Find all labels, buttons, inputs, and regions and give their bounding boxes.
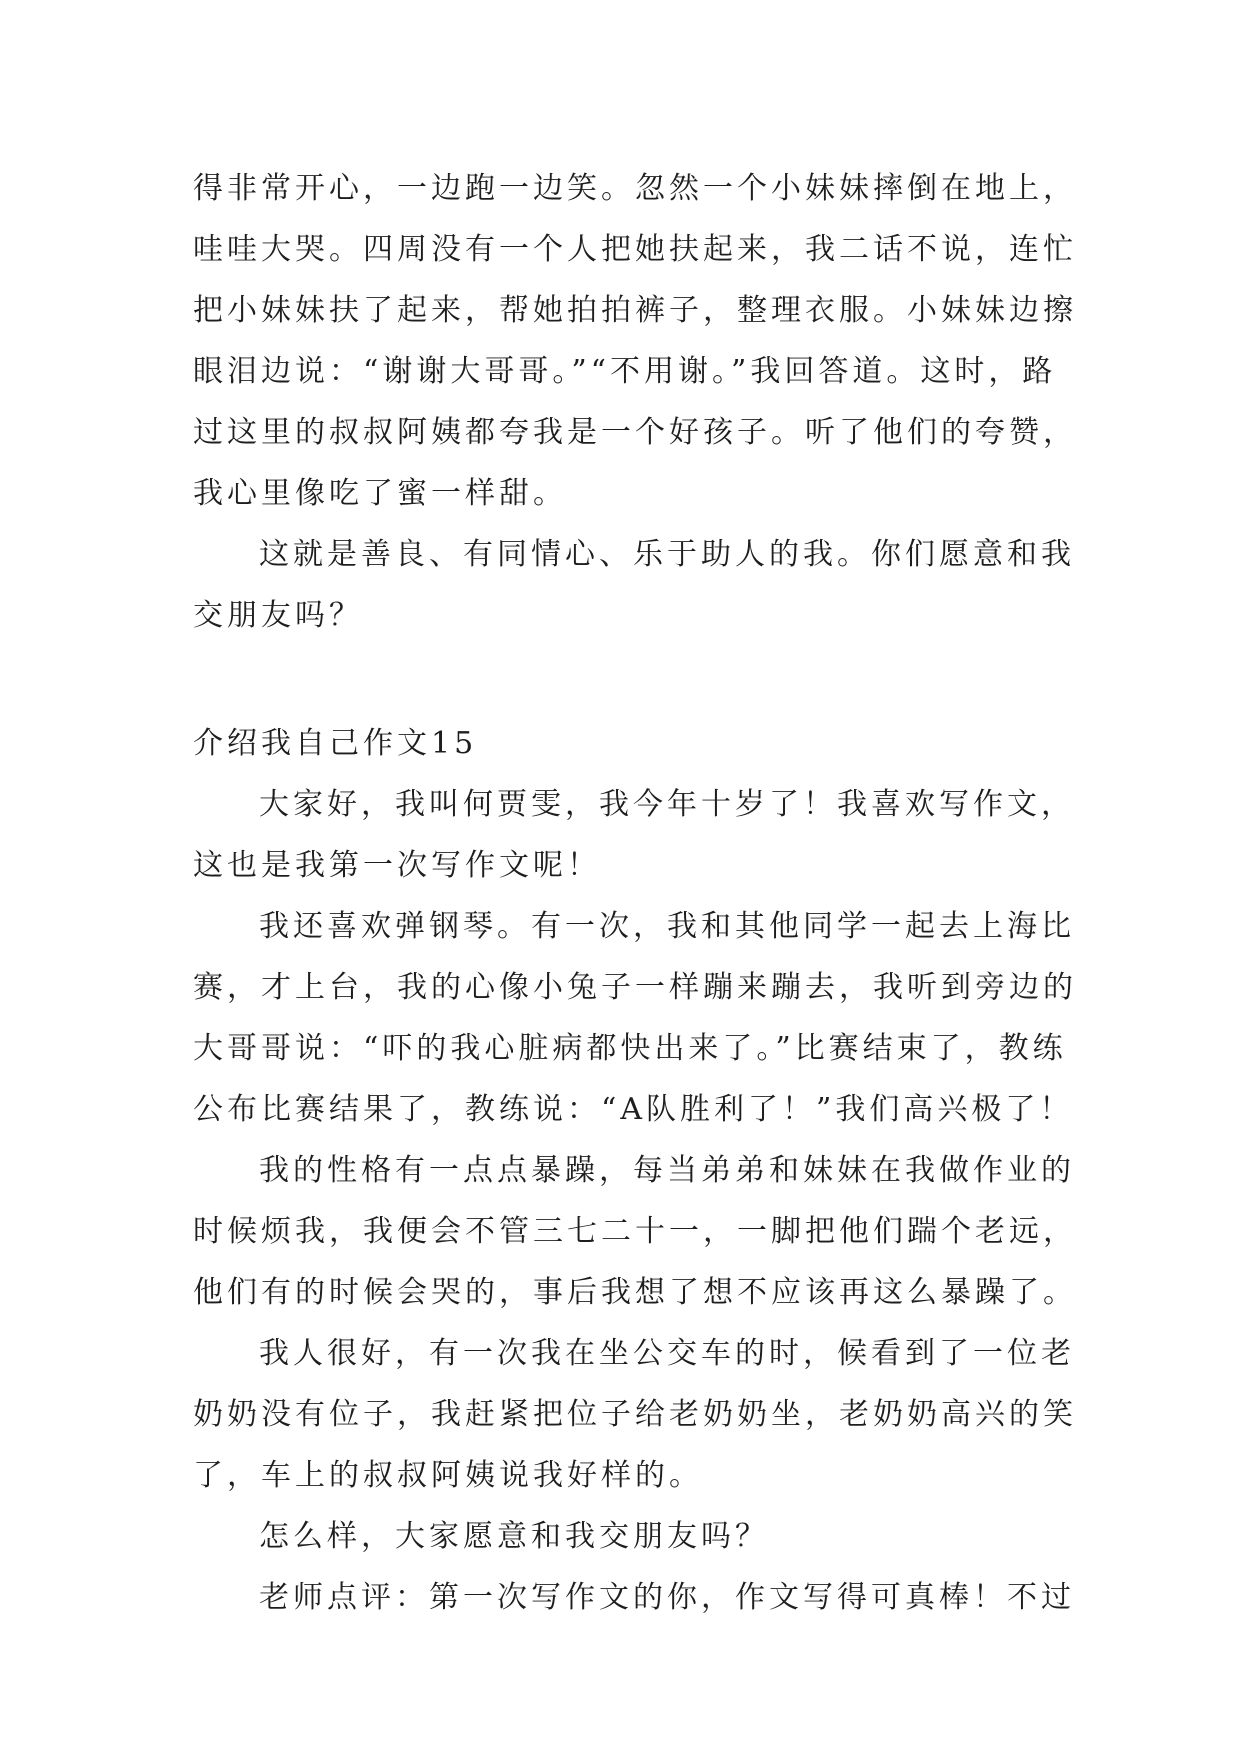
text-line: 我心里像吃了蜜一样甜。 [193,476,567,511]
paragraph-teacher-comment [193,1567,1075,1628]
section-gap [193,646,1063,713]
paragraph-closing [193,524,1075,646]
document-page [193,158,1077,1628]
paragraph [193,1140,1077,1323]
paragraph [193,1323,1077,1506]
text-line: 哇哇大哭。四周没有一个人把她扶起来，我二话不说，连忙 [193,232,1077,267]
text-line: 交朋友吗？ [193,598,363,633]
text-line: 大哥哥说：“吓的我心脏病都快出来了。”比赛结束了，教练 [193,1031,1067,1066]
text-line: 他们有的时候会哭的，事后我想了想不应该再这么暴躁了。 [193,1275,1077,1310]
text-line: 了，车上的叔叔阿姨说我好样的。 [193,1458,703,1493]
section-title: 介绍我自己作文15 [193,726,478,761]
text-line: 眼泪边说：“谢谢大哥哥。”“不用谢。”我回答道。这时，路 [193,354,1057,389]
text-line: 这就是善良、有同情心、乐于助人的我。你们愿意和我 [259,537,1075,572]
text-line: 大家好，我叫何贾雯，我今年十岁了！我喜欢写作文， [259,787,1075,822]
text-line: 公布比赛结果了，教练说：“A队胜利了！”我们高兴极了！ [193,1092,1074,1127]
text-line: 我的性格有一点点暴躁，每当弟弟和妹妹在我做作业的 [259,1153,1075,1188]
text-line: 得非常开心，一边跑一边笑。忽然一个小妹妹摔倒在地上， [193,171,1077,206]
paragraph [193,1506,1063,1567]
text-line: 我人很好，有一次我在坐公交车的时，候看到了一位老 [259,1336,1075,1371]
text-line: 赛，才上台，我的心像小兔子一样蹦来蹦去，我听到旁边的 [193,970,1077,1005]
paragraph [193,896,1077,1140]
paragraph-continued [193,158,1077,524]
text-line: 把小妹妹扶了起来，帮她拍拍裤子，整理衣服。小妹妹边擦 [193,293,1077,328]
text-line: 我还喜欢弹钢琴。有一次，我和其他同学一起去上海比 [259,909,1075,944]
paragraph [193,774,1075,896]
text-line: 怎么样，大家愿意和我交朋友吗？ [259,1519,769,1554]
text-line: 时候烦我，我便会不管三七二十一，一脚把他们踹个老远， [193,1214,1077,1249]
text-line: 过这里的叔叔阿姨都夸我是一个好孩子。听了他们的夸赞， [193,415,1077,450]
text-line: 这也是我第一次写作文呢！ [193,848,601,883]
text-line: 奶奶没有位子，我赶紧把位子给老奶奶坐，老奶奶高兴的笑 [193,1397,1077,1432]
text-line: 老师点评：第一次写作文的你，作文写得可真棒！不过 [259,1580,1075,1615]
